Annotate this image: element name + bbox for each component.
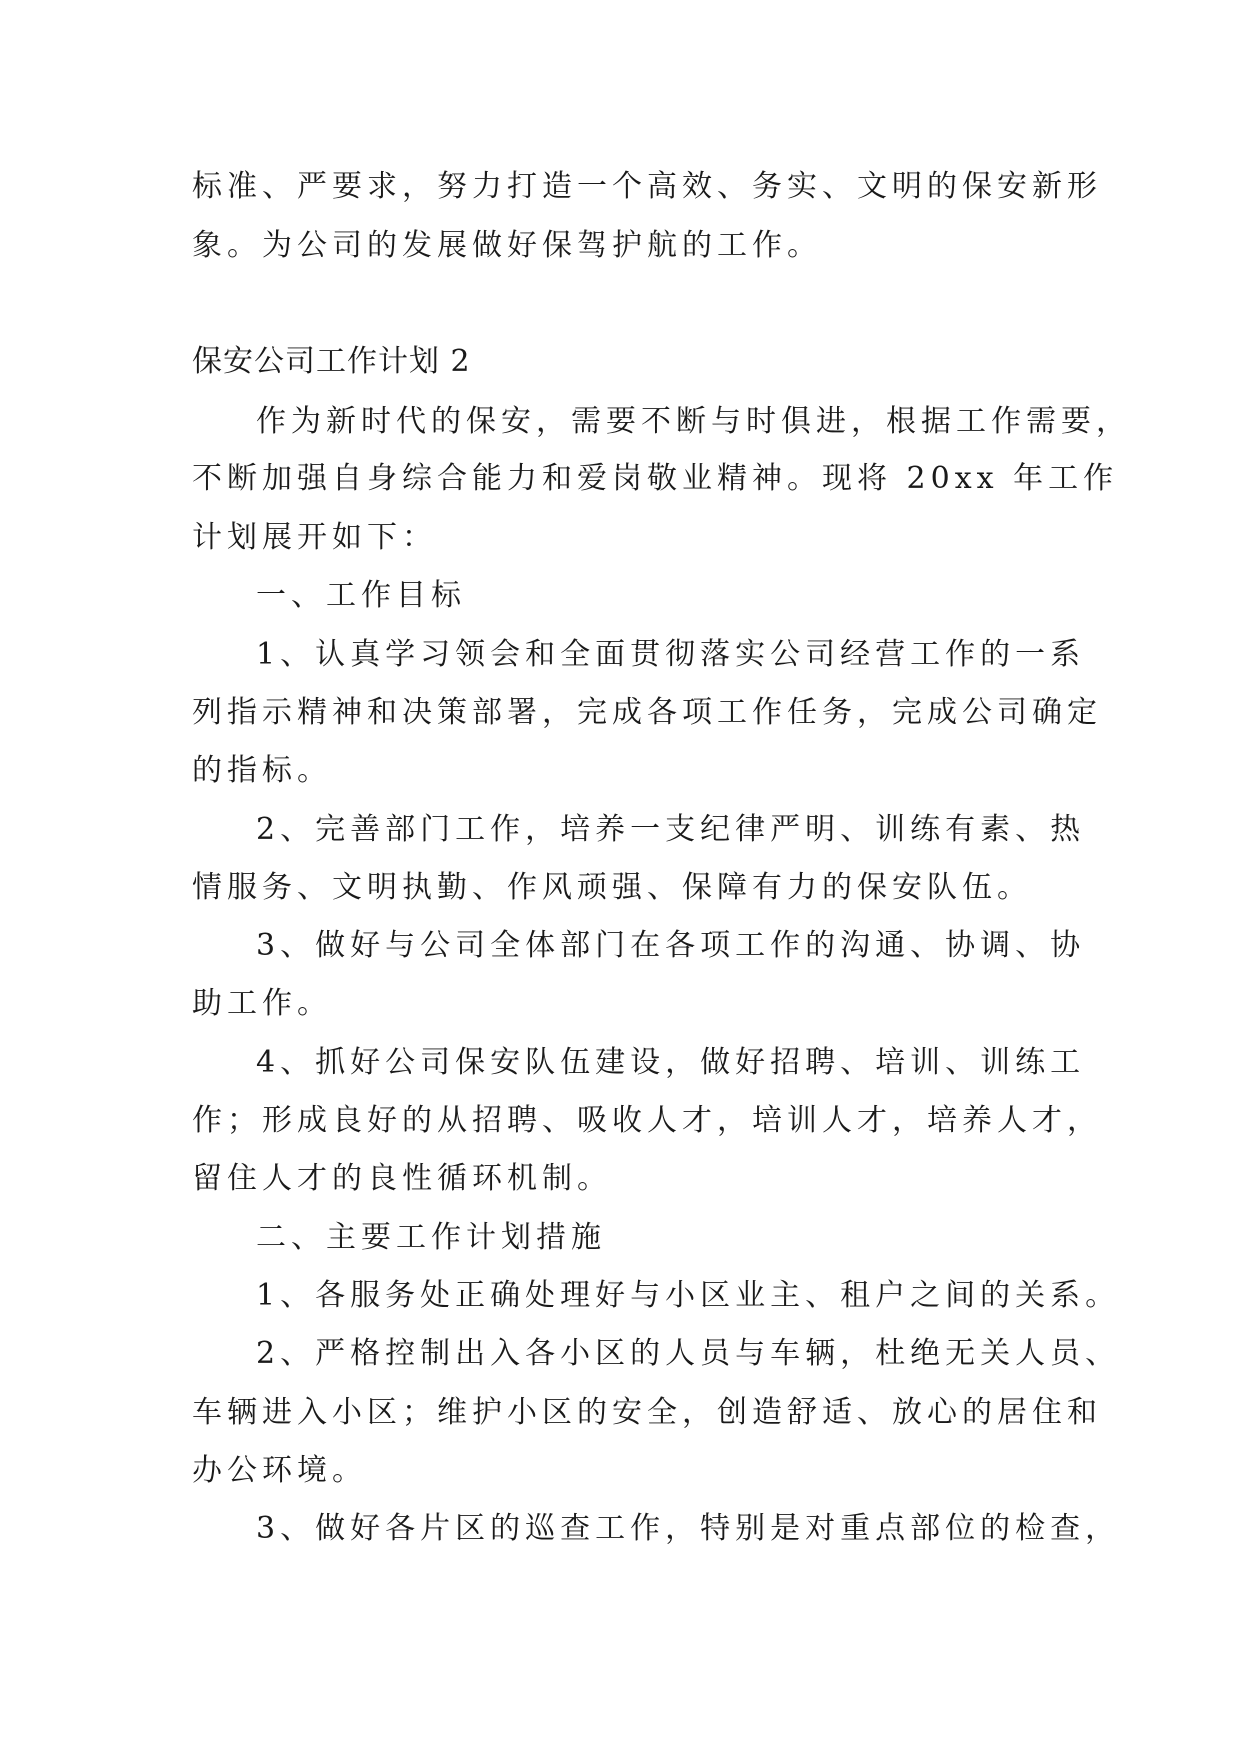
paragraph-line: 象。为公司的发展做好保驾护航的工作。	[192, 228, 822, 263]
paragraph-line: 作为新时代的保安，需要不断与时俱进，根据工作需要，	[256, 404, 1131, 439]
list-item-line: 办公环境。	[192, 1453, 367, 1488]
list-item-line: 1、认真学习领会和全面贯彻落实公司经营工作的一系	[256, 637, 1086, 672]
paragraph-line: 标准、严要求，努力打造一个高效、务实、文明的保安新形	[192, 169, 1102, 204]
list-item-line: 3、做好各片区的巡查工作，特别是对重点部位的检查，	[256, 1511, 1121, 1546]
list-item-line: 3、做好与公司全体部门在各项工作的沟通、协调、协	[256, 928, 1086, 963]
list-item-line: 车辆进入小区；维护小区的安全，创造舒适、放心的居住和	[192, 1395, 1102, 1430]
list-item-line: 留住人才的良性循环机制。	[192, 1161, 612, 1196]
list-item-line: 作；形成良好的从招聘、吸收人才，培训人才，培养人才，	[192, 1103, 1102, 1138]
list-item-line: 助工作。	[192, 986, 332, 1021]
section-title: 保安公司工作计划 2	[192, 344, 471, 379]
subheading: 一、工作目标	[256, 578, 466, 613]
paragraph-line: 计划展开如下：	[192, 520, 437, 555]
list-item-line: 4、抓好公司保安队伍建设，做好招聘、培训、训练工	[256, 1045, 1086, 1080]
list-item-line: 1、各服务处正确处理好与小区业主、租户之间的关系。	[256, 1278, 1121, 1313]
list-item-line: 2、严格控制出入各小区的人员与车辆，杜绝无关人员、	[256, 1336, 1121, 1371]
subheading: 二、主要工作计划措施	[256, 1220, 606, 1255]
paragraph-line: 不断加强自身综合能力和爱岗敬业精神。现将 20xx 年工作	[192, 461, 1119, 496]
list-item-line: 的指标。	[192, 753, 332, 788]
list-item-line: 2、完善部门工作，培养一支纪律严明、训练有素、热	[256, 812, 1086, 847]
list-item-line: 列指示精神和决策部署，完成各项工作任务，完成公司确定	[192, 695, 1102, 730]
list-item-line: 情服务、文明执勤、作风顽强、保障有力的保安队伍。	[192, 870, 1032, 905]
